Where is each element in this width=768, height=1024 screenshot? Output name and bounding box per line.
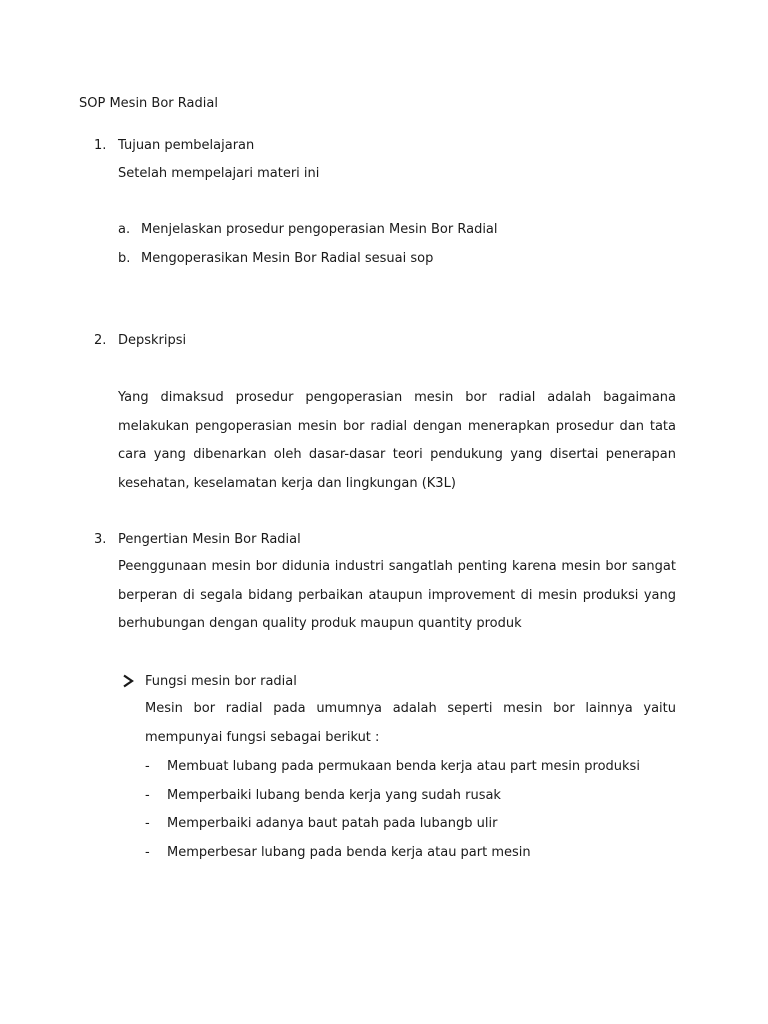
list-item-text: Memperbaiki lubang benda kerja yang sudah rusak xyxy=(167,788,501,803)
section-3-number: 3. xyxy=(94,532,107,547)
arrow-right-icon xyxy=(122,674,134,688)
list-item-text: Mengoperasikan Mesin Bor Radial sesuai sop xyxy=(141,251,434,266)
list-item-text: Memperbaiki adanya baut patah pada lubangb ulir xyxy=(167,816,498,831)
section-1-intro: Setelah mempelajari materi ini xyxy=(118,166,320,181)
subsection-heading: Fungsi mesin bor radial xyxy=(145,674,297,689)
section-2-number: 2. xyxy=(94,333,107,348)
list-item-text: Membuat lubang pada permukaan benda kerja atau part mesin produksi xyxy=(167,759,640,774)
bullet-dash: - xyxy=(145,759,150,774)
bullet-dash: - xyxy=(145,816,150,831)
section-2-paragraph: Yang dimaksud prosedur pengoperasian mesin bor radial adalah bagaimana melakukan pengoperasian mesin bor radial dengan menerapkan prosedur dan tata cara yang dibenarkan oleh dasar-dasar teori pendukung yang disertai penerapan kesehatan, keselamatan kerja dan lingkungan (K3L) xyxy=(118,390,676,491)
list-item-marker: a. xyxy=(118,222,131,237)
subsection-paragraph: Mesin bor radial pada umumnya adalah seperti mesin bor lainnya yaitu mempunyai fungsi sebagai berikut : xyxy=(145,701,676,745)
list-item-text: Menjelaskan prosedur pengoperasian Mesin Bor Radial xyxy=(141,222,498,237)
section-2-heading: Depskripsi xyxy=(118,333,187,348)
bullet-dash: - xyxy=(145,788,150,803)
section-3-paragraph: Peenggunaan mesin bor didunia industri sangatlah penting karena mesin bor sangat berperan di segala bidang perbaikan ataupun improvement di mesin produksi yang berhubungan dengan quality produk maupun quantity produk xyxy=(118,559,676,631)
list-item-text: Memperbesar lubang pada benda kerja atau part mesin xyxy=(167,845,531,860)
bullet-dash: - xyxy=(145,845,150,860)
list-item-marker: b. xyxy=(118,251,131,266)
section-1-number: 1. xyxy=(94,138,107,153)
section-3-heading: Pengertian Mesin Bor Radial xyxy=(118,532,301,547)
section-1-heading: Tujuan pembelajaran xyxy=(118,138,255,153)
document-title: SOP Mesin Bor Radial xyxy=(79,96,218,111)
